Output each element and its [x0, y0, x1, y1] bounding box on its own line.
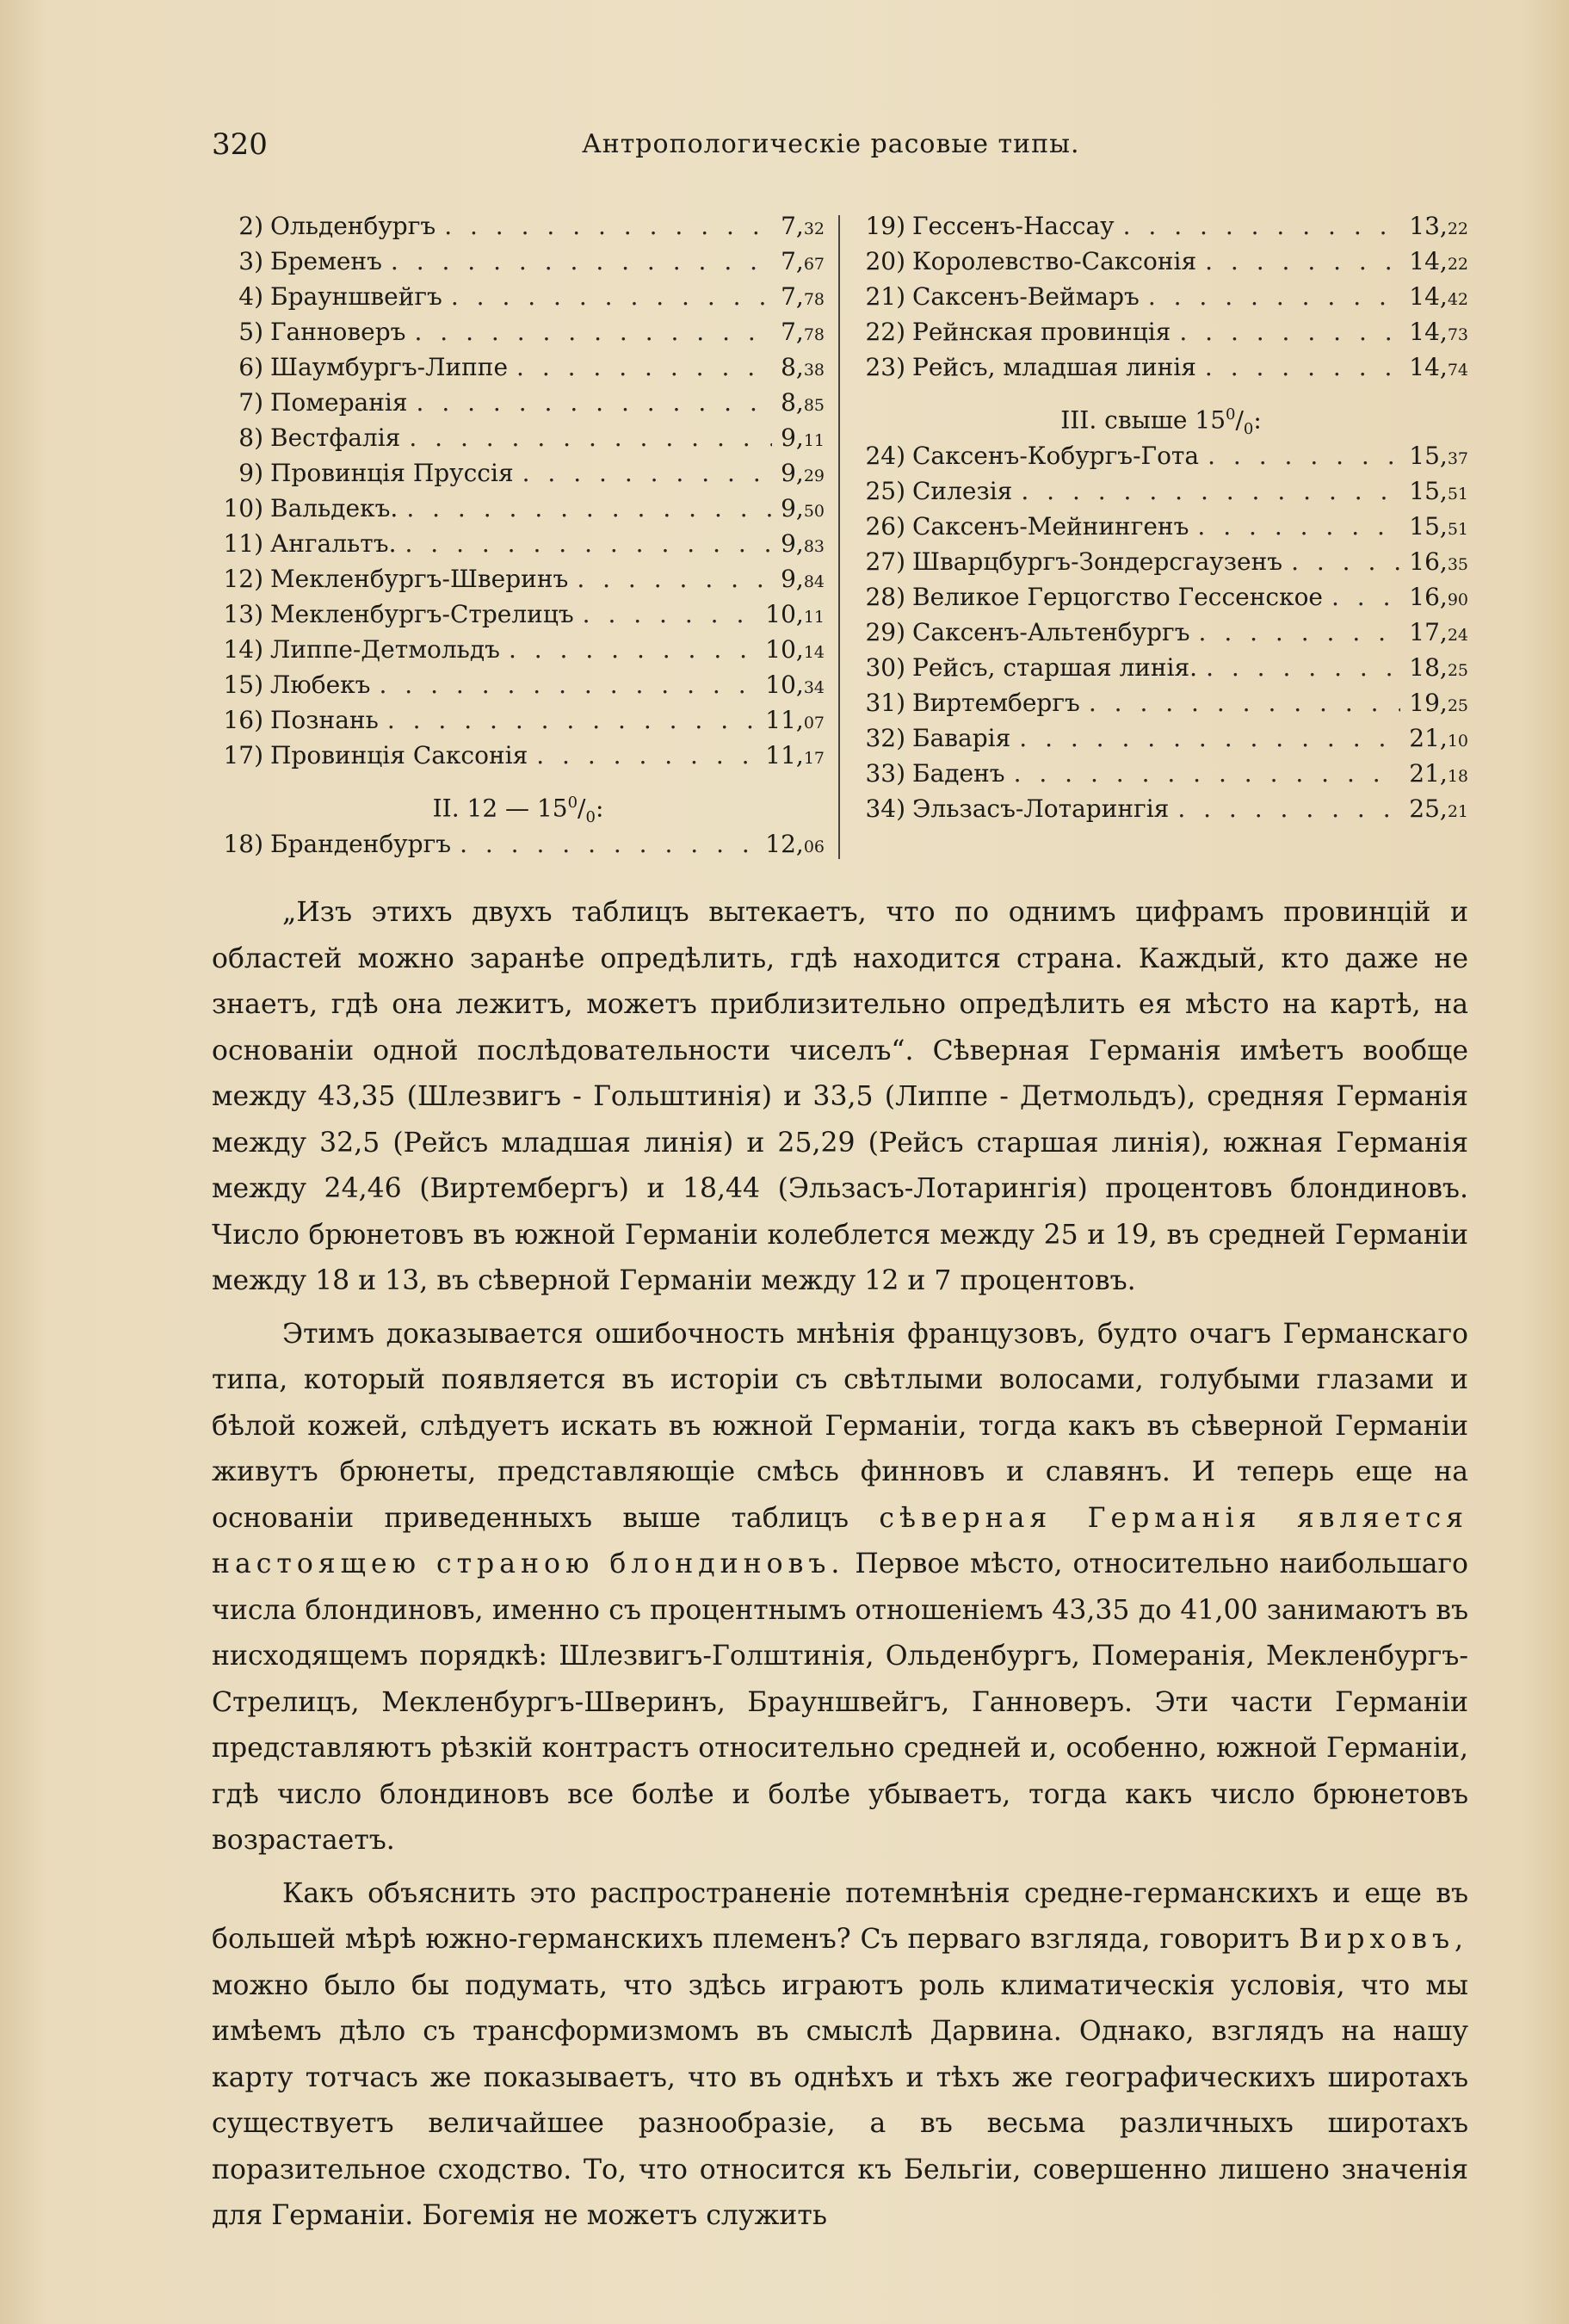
percent-value-int: 11,	[765, 706, 804, 734]
percent-value	[781, 247, 825, 275]
percent-value	[1409, 618, 1468, 646]
table-row	[212, 388, 825, 423]
percent-value-frac: 21	[1447, 802, 1468, 821]
table-row	[854, 618, 1468, 653]
leader-dots	[406, 494, 772, 522]
percent-value-int: 9,	[781, 459, 804, 487]
percent-value	[1409, 212, 1468, 240]
percent-value-frac: 07	[803, 714, 825, 732]
leader-dots	[1197, 512, 1400, 541]
percent-value	[765, 671, 825, 699]
percent-value-int: 10,	[765, 635, 804, 664]
table-row	[212, 635, 825, 671]
percent-value	[1409, 547, 1468, 576]
region-name: Вальдекъ.	[270, 494, 398, 522]
table-row	[854, 583, 1468, 618]
percent-value	[781, 494, 825, 522]
percent-value-int: 9,	[781, 529, 804, 558]
row-number: 2)	[238, 212, 263, 240]
leader-dots	[387, 706, 757, 734]
leader-dots	[1177, 794, 1400, 823]
table-row	[854, 318, 1468, 353]
percent-value	[781, 212, 825, 240]
leader-dots	[1179, 318, 1400, 346]
percent-value-int: 14,	[1409, 282, 1448, 311]
region-name: Познань	[270, 706, 379, 734]
row-number: 19)	[865, 212, 905, 240]
table-row	[212, 529, 825, 565]
percent-value-int: 10,	[765, 600, 804, 628]
row-number: 26)	[865, 512, 905, 541]
percent-value-frac: 24	[1447, 626, 1468, 645]
region-name: Провинція Пруссія	[270, 459, 514, 487]
table-row	[212, 247, 825, 282]
percent-value-int: 8,	[781, 388, 804, 417]
leader-dots	[1208, 442, 1400, 470]
table-row	[212, 459, 825, 494]
percent-value-frac: 90	[1447, 590, 1468, 609]
region-name: Эльзасъ-Лотарингія	[912, 794, 1170, 823]
percent-value-int: 7,	[781, 247, 804, 275]
percent-value-int: 16,	[1409, 583, 1448, 611]
percent-value	[1409, 759, 1468, 788]
percent-value-frac: 17	[803, 749, 825, 768]
percent-value-frac: 10	[1447, 732, 1468, 751]
paragraph-3-text-b: можно было бы подумать, что здѣсь играютъ роль климатическія условія, что мы имѣемъ дѣло съ трансформизмомъ въ смыслѣ Дарвина. Однако, взглядъ на нашу карту тотчасъ же показываетъ, что въ однѣхъ и тѣхъ же географическихъ широтахъ существуетъ величайшее разнообразіе, а въ весьма различныхъ широтахъ поразительное сходство. То, что относится къ Бельгіи, совершенно лишено значенія для Германіи. Богемія не можетъ служить	[212, 1969, 1468, 2231]
row-number: 34)	[865, 794, 905, 823]
percent-value	[1409, 318, 1468, 346]
percent-value-int: 14,	[1409, 318, 1448, 346]
table-row	[212, 423, 825, 459]
row-number: 32)	[865, 724, 905, 752]
leader-dots	[1123, 212, 1401, 240]
paragraph-3-text-a: Какъ объяснить это распространеніе потемнѣнія средне-германскихъ и еще въ большей мѣрѣ южно-германскихъ племенъ? Съ перваго взгляда, говоритъ	[212, 1877, 1468, 1955]
table-row	[212, 353, 825, 388]
region-name: Саксенъ-Мейнингенъ	[912, 512, 1189, 541]
percent-value-frac: 11	[803, 431, 825, 450]
region-name: Вестфалія	[270, 423, 401, 452]
page-header	[212, 127, 1468, 170]
percent-value-frac: 78	[803, 325, 825, 344]
region-name: Бременъ	[270, 247, 382, 275]
region-name: Виртембергъ	[912, 689, 1080, 717]
row-number: 12)	[223, 565, 263, 593]
percent-value-frac: 78	[803, 290, 825, 309]
region-name: Любекъ	[270, 671, 371, 699]
row-number: 5)	[238, 318, 263, 346]
percent-value-int: 14,	[1409, 247, 1448, 275]
column-divider	[838, 215, 840, 859]
table-row	[854, 794, 1468, 830]
body-text	[212, 890, 1468, 2240]
percent-value-frac: 67	[803, 255, 825, 274]
group-2-title-unit-sub: 0	[585, 807, 596, 826]
percent-value	[781, 353, 825, 381]
row-number: 30)	[865, 653, 905, 682]
row-number: 14)	[223, 635, 263, 664]
region-name: Рейсъ, старшая линія.	[912, 653, 1198, 682]
table-row	[212, 830, 825, 865]
group-3-title-slash: /	[1235, 405, 1244, 435]
leader-dots	[536, 741, 757, 770]
percent-value-frac: 35	[1447, 555, 1468, 574]
percent-value-frac: 84	[803, 572, 825, 591]
percent-value-frac: 29	[803, 467, 825, 485]
leader-dots	[409, 423, 772, 452]
region-name: Ганноверъ	[270, 318, 406, 346]
table-row	[212, 671, 825, 706]
table-row	[854, 247, 1468, 282]
percent-value-frac: 32	[803, 219, 825, 238]
row-number: 13)	[223, 600, 263, 628]
table-row	[212, 706, 825, 741]
table-row	[854, 477, 1468, 512]
percent-value	[765, 600, 825, 628]
region-name: Мекленбургъ-Шверинъ	[270, 565, 569, 593]
percent-value	[781, 282, 825, 311]
leader-dots	[1014, 759, 1401, 788]
region-name: Липпе-Детмольдъ	[270, 635, 500, 664]
table-right-column	[854, 212, 1468, 830]
table-row	[212, 212, 825, 247]
percent-value-frac: 83	[803, 537, 825, 556]
table-row	[212, 565, 825, 600]
percent-value	[1409, 724, 1468, 752]
row-number: 27)	[865, 547, 905, 576]
table-row	[212, 741, 825, 776]
region-name: Ольденбургъ	[270, 212, 436, 240]
group-2-title-tail: :	[595, 794, 604, 823]
percent-value-frac: 50	[803, 502, 825, 521]
paragraph-2-emphasis: сѣверная Германія является настоящею страною блондиновъ.	[212, 1502, 1468, 1579]
row-number: 29)	[865, 618, 905, 646]
leader-dots	[1148, 282, 1400, 311]
row-number: 28)	[865, 583, 905, 611]
percent-value	[1409, 583, 1468, 611]
row-number: 9)	[238, 459, 263, 487]
region-name: Провинція Саксонія	[270, 741, 528, 770]
region-name: Мекленбургъ-Стрелицъ	[270, 600, 574, 628]
percent-value-int: 19,	[1409, 689, 1448, 717]
region-name: Гессенъ-Нассау	[912, 212, 1115, 240]
row-number: 7)	[238, 388, 263, 417]
percent-value-int: 15,	[1409, 512, 1448, 541]
leader-dots	[509, 635, 757, 664]
row-number: 33)	[865, 759, 905, 788]
percent-value	[781, 565, 825, 593]
percent-value-frac: 34	[803, 678, 825, 697]
region-name: Рейнская провинція	[912, 318, 1171, 346]
region-name: Силезія	[912, 477, 1013, 505]
leader-dots	[516, 353, 772, 381]
leader-dots	[379, 671, 757, 699]
percent-value-frac: 11	[803, 608, 825, 627]
leader-dots	[1021, 477, 1400, 505]
leader-dots	[583, 600, 757, 628]
row-number: 20)	[865, 247, 905, 275]
leader-dots	[415, 318, 773, 346]
table-row	[212, 600, 825, 635]
paragraph-2	[212, 1312, 1468, 1864]
percent-value-frac: 18	[1447, 767, 1468, 786]
percent-value-int: 9,	[781, 494, 804, 522]
percent-value-frac: 38	[803, 361, 825, 380]
leader-dots	[1089, 689, 1400, 717]
percent-value	[765, 706, 825, 734]
region-name: Великое Герцогство Гессенское	[912, 583, 1323, 611]
percent-value-int: 15,	[1409, 477, 1448, 505]
leader-dots	[405, 529, 772, 558]
row-number: 24)	[865, 442, 905, 470]
row-number: 18)	[223, 830, 263, 858]
group-3-title	[854, 388, 1468, 442]
table-row	[854, 689, 1468, 724]
leader-dots	[1331, 583, 1400, 611]
table-row	[854, 353, 1468, 388]
percent-value	[781, 529, 825, 558]
percent-value-frac: 25	[1447, 696, 1468, 715]
percent-value-int: 15,	[1409, 442, 1448, 470]
group-3-title-unit-sup: 0	[1226, 405, 1236, 423]
leader-dots	[417, 388, 773, 417]
row-number: 6)	[238, 353, 263, 381]
leader-dots	[451, 282, 772, 311]
percent-value-frac: 74	[1447, 361, 1468, 380]
group-2-title-unit-sup: 0	[567, 794, 578, 812]
region-name: Саксенъ-Веймаръ	[912, 282, 1140, 311]
table-row	[854, 724, 1468, 759]
paragraph-3	[212, 1871, 1468, 2240]
row-number: 22)	[865, 318, 905, 346]
percent-value	[781, 388, 825, 417]
group-3-title-unit-sub: 0	[1243, 419, 1254, 438]
percent-value	[781, 459, 825, 487]
percent-value-int: 21,	[1409, 759, 1448, 788]
leader-dots	[460, 830, 757, 858]
leader-dots	[577, 565, 772, 593]
region-name: Баденъ	[912, 759, 1005, 788]
table-row	[854, 512, 1468, 547]
region-name: Саксенъ-Кобургъ-Гота	[912, 442, 1200, 470]
leader-dots	[1205, 353, 1400, 381]
paragraph-3-emphasis: Вирховъ,	[1299, 1924, 1468, 1955]
row-number: 8)	[238, 423, 263, 452]
row-number: 15)	[223, 671, 263, 699]
blondes-percentage-tables	[212, 212, 1468, 866]
percent-value-int: 8,	[781, 353, 804, 381]
percent-value-int: 7,	[781, 212, 804, 240]
row-number: 21)	[865, 282, 905, 311]
region-name: Шаумбургъ-Липпе	[270, 353, 509, 381]
percent-value	[1409, 512, 1468, 541]
table-row	[212, 282, 825, 318]
table-left-column	[212, 212, 825, 865]
table-row	[854, 282, 1468, 318]
percent-value	[765, 635, 825, 664]
percent-value	[765, 741, 825, 770]
percent-value-frac: 22	[1447, 219, 1468, 238]
region-name: Брауншвейгъ	[270, 282, 442, 311]
table-row	[212, 494, 825, 529]
leader-dots	[444, 212, 772, 240]
percent-value-int: 9,	[781, 565, 804, 593]
table-row	[854, 653, 1468, 689]
region-name: Бранденбургъ	[270, 830, 452, 858]
region-name: Шварцбургъ-Зондерсгаузенъ	[912, 547, 1283, 576]
table-row	[854, 442, 1468, 477]
percent-value-int: 13,	[1409, 212, 1448, 240]
paragraph-1: „Изъ этихъ двухъ таблицъ вытекаетъ, что по однимъ цифрамъ провинцій и областей можно заранѣе опредѣлить, гдѣ находится страна. Каждый, кто даже не знаетъ, гдѣ она лежитъ, можетъ приблизительно опредѣлить ея мѣсто на картѣ, на основаніи одной послѣдовательности чиселъ“. Сѣверная Германія имѣетъ вообще между 43,35 (Шлезвигъ - Гольштинія) и 33,5 (Липпе - Детмольдъ), средняя Германія между 32,5 (Рейсъ младшая линія) и 25,29 (Рейсъ старшая линія), южная Германія между 24,46 (Виртембергъ) и 18,44 (Эльзасъ-Лотарингія) процентовъ блондиновъ. Число брюнетовъ въ южной Германіи колеблется между 25 и 19, въ средней Германіи между 18 и 13, въ сѣверной Германіи между 12 и 7 процентовъ.	[212, 897, 1468, 1296]
group-3-title-tail: :	[1253, 405, 1262, 435]
percent-value-int: 17,	[1409, 618, 1448, 646]
percent-value	[1409, 282, 1468, 311]
percent-value-int: 12,	[765, 830, 804, 858]
leader-dots	[1019, 724, 1400, 752]
row-number: 10)	[223, 494, 263, 522]
group-2-title-slash: /	[578, 794, 586, 823]
percent-value-frac: 51	[1447, 520, 1468, 539]
row-number: 17)	[223, 741, 263, 770]
table-row	[854, 547, 1468, 583]
leader-dots	[522, 459, 772, 487]
row-number: 16)	[223, 706, 263, 734]
percent-value	[1409, 653, 1468, 682]
group-3-title-text: III. свыше 15	[1060, 405, 1226, 435]
percent-value-frac: 51	[1447, 485, 1468, 504]
percent-value-int: 7,	[781, 318, 804, 346]
percent-value-int: 16,	[1409, 547, 1448, 576]
leader-dots	[1291, 547, 1400, 576]
percent-value	[1409, 689, 1468, 717]
group-2-title-text: II. 12 — 15	[432, 794, 568, 823]
row-number: 4)	[238, 282, 263, 311]
percent-value-int: 10,	[765, 671, 804, 699]
percent-value-frac: 06	[803, 838, 825, 856]
leader-dots	[1205, 247, 1400, 275]
region-name: Померанія	[270, 388, 408, 417]
row-number: 11)	[223, 529, 263, 558]
percent-value-int: 14,	[1409, 353, 1448, 381]
region-name: Королевство-Саксонія	[912, 247, 1197, 275]
region-name: Саксенъ-Альтенбургъ	[912, 618, 1190, 646]
percent-value	[1409, 477, 1468, 505]
percent-value-frac: 73	[1447, 325, 1468, 344]
percent-value-int: 21,	[1409, 724, 1448, 752]
percent-value-int: 25,	[1409, 794, 1448, 823]
row-number: 25)	[865, 477, 905, 505]
table-row	[854, 759, 1468, 794]
percent-value-frac: 25	[1447, 661, 1468, 680]
percent-value-frac: 37	[1447, 449, 1468, 468]
paragraph-2-text-b: Первое мѣсто, относительно наибольшаго числа блондиновъ, именно съ процентнымъ отношеніемъ 43,35 до 41,00 занимаютъ въ нисходящемъ порядкѣ: Шлезвигъ-Голштинія, Ольденбургъ, Померанія, Мекленбургъ-Стрелицъ, Мекленбургъ-Шверинъ, Брауншвейгъ, Ганноверъ. Эти части Германіи представляютъ рѣзкій контрастъ относительно средней и, особенно, южной Германіи, гдѣ число блондиновъ все болѣе и болѣе убываетъ, тогда какъ число брюнетовъ возрастаетъ.	[212, 1548, 1468, 1856]
region-name: Баварія	[912, 724, 1011, 752]
page-number: 320	[212, 127, 268, 162]
percent-value-frac: 22	[1447, 255, 1468, 274]
percent-value-int: 9,	[781, 423, 804, 452]
percent-value	[1409, 353, 1468, 381]
leader-dots	[391, 247, 772, 275]
region-name: Ангальтъ.	[270, 529, 397, 558]
table-row	[212, 318, 825, 353]
table-row	[854, 212, 1468, 247]
group-2-title	[212, 776, 825, 830]
leader-dots	[1206, 653, 1400, 682]
percent-value-int: 18,	[1409, 653, 1448, 682]
percent-value-frac: 42	[1447, 290, 1468, 309]
paragraph-2-text-a: Этимъ доказывается ошибочность мнѣнія французовъ, будто очагъ Германскаго типа, который появляется въ исторіи съ свѣтлыми волосами, голубыми глазами и бѣлой кожей, слѣдуетъ искать въ южной Германіи, тогда какъ въ сѣверной Германіи живутъ брюнеты, представляющіе смѣсь финновъ и славянъ. И теперь еще на основаніи приведенныхъ выше таблицъ	[212, 1318, 1468, 1534]
percent-value	[781, 318, 825, 346]
row-number: 23)	[865, 353, 905, 381]
percent-value	[1409, 442, 1468, 470]
percent-value-frac: 14	[803, 643, 825, 662]
running-head: Антропологическіе расовые типы.	[582, 129, 1080, 159]
percent-value-frac: 85	[803, 396, 825, 415]
percent-value-int: 11,	[765, 741, 804, 770]
percent-value	[1409, 794, 1468, 823]
percent-value-int: 7,	[781, 282, 804, 311]
leader-dots	[1199, 618, 1401, 646]
percent-value	[1409, 247, 1468, 275]
percent-value	[765, 830, 825, 858]
row-number: 3)	[238, 247, 263, 275]
region-name: Рейсъ, младшая линія	[912, 353, 1196, 381]
percent-value	[781, 423, 825, 452]
row-number: 31)	[865, 689, 905, 717]
